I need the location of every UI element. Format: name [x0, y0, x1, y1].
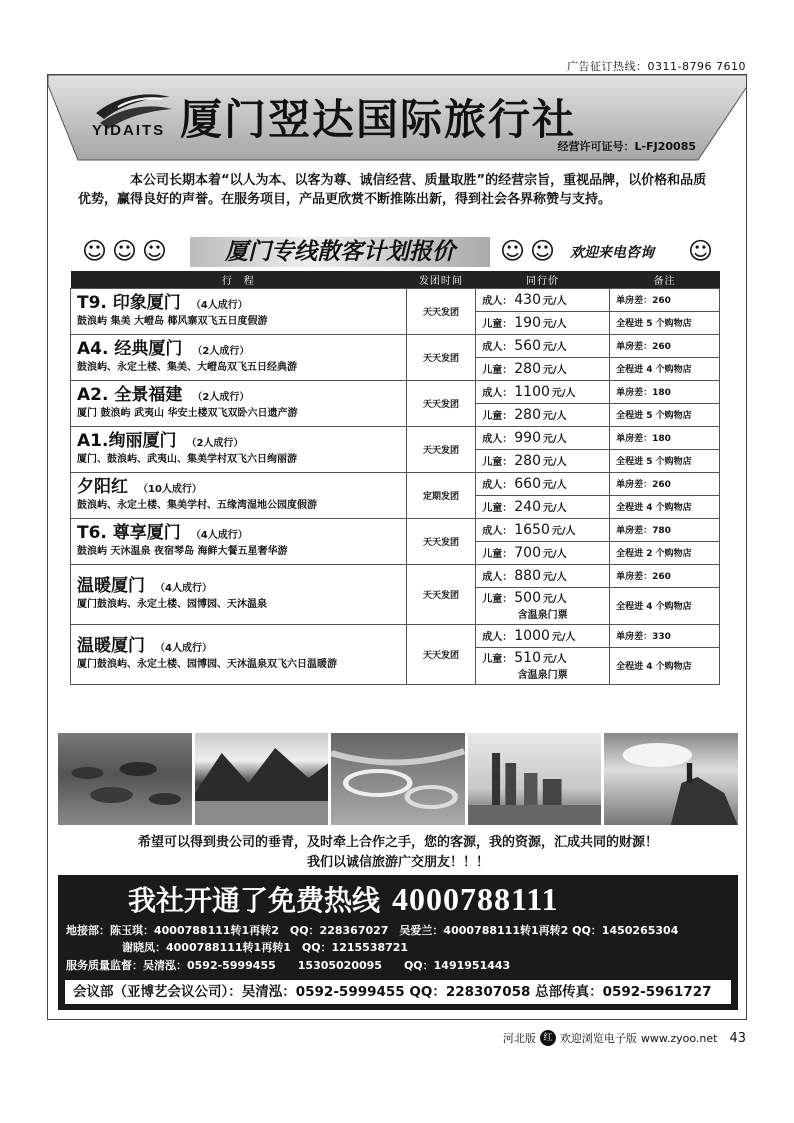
scenic-photo-tulou — [331, 733, 465, 825]
route-description: 厦门鼓浪屿、永定土楼、园博园、天沐温泉双飞六日温暖游 — [77, 659, 337, 670]
route-description: 鼓浪屿、永定土楼、集美、大嶝岛双飞五日经典游 — [77, 362, 297, 373]
table-row — [71, 380, 720, 403]
adult-price: 430 — [514, 291, 541, 308]
smiley-icon: ☺ — [142, 237, 168, 265]
shopping-note: 全程进 5 个购物店 — [610, 403, 720, 426]
child-price-cell — [476, 403, 610, 426]
adult-price-cell — [476, 380, 610, 403]
column-header: 备注 — [610, 271, 720, 288]
route-name: 温暖厦门 — [77, 576, 145, 596]
adult-unit: 元/人 — [551, 387, 576, 399]
departure-cell: 天天发团 — [406, 564, 476, 624]
adult-price-cell — [476, 624, 610, 647]
child-label: 儿童： — [482, 548, 513, 560]
child-price: 500 — [514, 590, 541, 606]
table-row — [71, 288, 720, 311]
adult-price: 660 — [514, 475, 541, 492]
route-description: 鼓浪屿 集美 大嶝岛 椰风寨双飞五日度假游 — [77, 316, 268, 327]
photo-strip — [58, 733, 738, 825]
route-cell — [71, 564, 407, 624]
route-cell — [71, 624, 407, 684]
plan-title: 厦门专线散客计划报价 — [190, 237, 490, 267]
price-table — [70, 271, 720, 685]
smiley-icon: ☺ — [112, 237, 138, 265]
route-cell — [71, 518, 407, 564]
child-price: 280 — [514, 452, 541, 469]
route-group-size: （4人成行） — [190, 300, 248, 311]
price-extra-note: 含温泉门票 — [517, 670, 568, 681]
child-label: 儿童： — [482, 654, 513, 665]
contact-line: 谢晓凤：4000788111转1再转1 QQ：1215538721 — [122, 941, 409, 954]
adult-price-cell — [476, 564, 610, 587]
adult-price-cell — [476, 472, 610, 495]
adult-price: 1100 — [514, 383, 550, 400]
single-room-surcharge: 单房差：260 — [610, 288, 720, 311]
adult-unit: 元/人 — [543, 571, 567, 583]
adult-unit: 元/人 — [551, 525, 576, 537]
child-label: 儿童： — [482, 594, 513, 605]
child-unit: 元/人 — [543, 410, 567, 422]
adult-unit: 元/人 — [543, 479, 567, 491]
column-header: 发团时间 — [406, 271, 476, 288]
departure-cell: 天天发团 — [406, 288, 476, 334]
page-number: 43 — [729, 1030, 746, 1046]
table-row — [71, 564, 720, 587]
scenic-photo-coast — [604, 733, 738, 825]
table-row — [71, 334, 720, 357]
child-price-cell — [476, 449, 610, 472]
departure-cell: 天天发团 — [406, 380, 476, 426]
adult-unit: 元/人 — [543, 295, 567, 307]
route-name: T6. 尊享厦门 — [77, 523, 181, 543]
child-price-cell — [476, 587, 610, 624]
route-description: 厦门 鼓浪屿 武夷山 华安土楼双飞双卧六日遗产游 — [77, 408, 298, 419]
company-name: 厦门翌达国际旅行社 — [180, 95, 577, 144]
route-group-size: （2人成行） — [192, 392, 250, 403]
smiley-icon: ☺ — [82, 237, 108, 265]
adult-label: 成人： — [482, 479, 513, 491]
adult-label: 成人： — [482, 631, 513, 643]
route-cell — [71, 380, 407, 426]
table-row — [71, 518, 720, 541]
departure-cell: 定期发团 — [406, 472, 476, 518]
edition-label: 河北版 — [502, 1032, 536, 1045]
adult-label: 成人： — [482, 387, 513, 399]
company-intro: 本公司长期本着“以人为本、以客为尊、诚信经营、质量取胜”的经营宗旨，重视品牌，以价格和品质优势，赢得良好的声誉。在服务项目，产品更欣赏不断推陈出新，得到社会各界称赞与支持。 — [78, 173, 707, 207]
route-cell — [71, 334, 407, 380]
adult-unit: 元/人 — [551, 631, 576, 643]
single-room-surcharge: 单房差：260 — [610, 334, 720, 357]
page-footer — [503, 1030, 746, 1046]
smiley-icon: ☺ — [688, 237, 714, 265]
footer-text: 欢迎浏览电子版 — [559, 1032, 637, 1045]
departure-cell: 天天发团 — [406, 334, 476, 380]
adult-price: 560 — [514, 337, 541, 354]
shopping-note: 全程进 4 个购物店 — [610, 647, 720, 684]
route-group-size: （4人成行） — [155, 643, 212, 654]
adult-unit: 元/人 — [543, 341, 567, 353]
table-header-row — [71, 271, 720, 288]
shopping-note: 全程进 2 个购物店 — [610, 541, 720, 564]
logo-text: YIDAITS — [92, 122, 166, 139]
child-unit: 元/人 — [543, 548, 567, 560]
route-description: 鼓浪屿 天沐温泉 夜宿琴岛 海鲜大餐五星奢华游 — [77, 546, 288, 557]
shopping-note: 全程进 5 个购物店 — [610, 311, 720, 334]
adult-price: 880 — [514, 567, 541, 584]
child-unit: 元/人 — [543, 594, 567, 605]
hotline-number: 4000788111 — [392, 881, 559, 917]
adult-price: 990 — [514, 429, 541, 446]
route-name: 夕阳红 — [77, 477, 128, 497]
adult-label: 成人： — [482, 295, 513, 307]
shopping-note: 全程进 4 个购物店 — [610, 357, 720, 380]
smiley-icon: ☺ — [530, 237, 556, 265]
child-unit: 元/人 — [543, 654, 567, 665]
slogan-line: 希望可以得到贵公司的垂青，及时牵上合作之手，您的客源，我的资源，汇成共同的财源！ — [137, 835, 658, 850]
route-name: 温暖厦门 — [77, 636, 145, 656]
scenic-photo-hot-springs — [58, 733, 192, 825]
table-row — [71, 472, 720, 495]
column-header: 行 程 — [71, 271, 407, 288]
single-room-surcharge: 单房差：260 — [610, 472, 720, 495]
child-price: 280 — [514, 406, 541, 423]
table-row — [71, 624, 720, 647]
header — [48, 75, 746, 163]
route-description: 厦门鼓浪屿、永定土楼、园博园、天沐温泉 — [77, 599, 267, 610]
shopping-note: 全程进 5 个购物店 — [610, 449, 720, 472]
license-number: 经营许可证号：L-FJ20085 — [557, 140, 696, 153]
route-name: A1.绚丽厦门 — [77, 431, 177, 451]
table-row — [71, 426, 720, 449]
adult-price-cell — [476, 426, 610, 449]
child-price: 190 — [514, 314, 541, 331]
departure-cell: 天天发团 — [406, 518, 476, 564]
contact-line: 服务质量监督：吴清泓：0592-5999455 15305020095 QQ：1491951443 — [66, 959, 511, 972]
child-unit: 元/人 — [543, 318, 567, 330]
child-price-cell — [476, 357, 610, 380]
shopping-note: 全程进 4 个购物店 — [610, 587, 720, 624]
ad-hotline: 广告征订热线：0311-8796 7610 — [567, 60, 746, 73]
child-price: 280 — [514, 360, 541, 377]
adult-label: 成人： — [482, 433, 513, 445]
adult-unit: 元/人 — [543, 433, 567, 445]
child-label: 儿童： — [482, 410, 513, 422]
smiley-icon: ☺ — [500, 237, 526, 265]
child-price-cell — [476, 541, 610, 564]
adult-price: 1650 — [514, 521, 550, 538]
route-description: 厦门、鼓浪屿、武夷山、集美学村双飞六日绚丽游 — [77, 454, 297, 465]
scenic-photo-mountain-river — [195, 733, 329, 825]
price-extra-note: 含温泉门票 — [517, 610, 568, 621]
route-description: 鼓浪屿、永定土楼、集美学村、五缘湾湿地公园度假游 — [77, 500, 317, 511]
adult-price-cell — [476, 518, 610, 541]
child-price-cell — [476, 311, 610, 334]
single-room-surcharge: 单房差：180 — [610, 380, 720, 403]
single-room-surcharge: 单房差：780 — [610, 518, 720, 541]
adult-label: 成人： — [482, 571, 513, 583]
child-price: 700 — [514, 544, 541, 561]
single-room-surcharge: 单房差：180 — [610, 426, 720, 449]
scenic-photo-city-skyline — [468, 733, 602, 825]
child-price: 240 — [514, 498, 541, 515]
hotline-label: 我社开通了免费热线 — [128, 884, 381, 917]
shopping-note: 全程进 4 个购物店 — [610, 495, 720, 518]
single-room-surcharge: 单房差：260 — [610, 564, 720, 587]
route-cell — [71, 426, 407, 472]
page-frame — [47, 74, 747, 1020]
child-price-cell — [476, 647, 610, 684]
route-group-size: （4人成行） — [155, 583, 212, 594]
route-group-size: （2人成行） — [186, 438, 244, 449]
route-cell — [71, 472, 407, 518]
child-label: 儿童： — [482, 456, 513, 468]
adult-price: 1000 — [514, 627, 550, 644]
child-price-cell — [476, 495, 610, 518]
child-label: 儿童： — [482, 502, 513, 514]
route-name: T9. 印象厦门 — [77, 293, 181, 313]
single-room-surcharge: 单房差：330 — [610, 624, 720, 647]
adult-label: 成人： — [482, 341, 513, 353]
departure-cell: 天天发团 — [406, 426, 476, 472]
route-cell — [71, 288, 407, 334]
route-name: A2. 全景福建 — [77, 385, 183, 405]
child-unit: 元/人 — [543, 456, 567, 468]
route-group-size: （2人成行） — [192, 346, 250, 357]
child-unit: 元/人 — [543, 364, 567, 376]
adult-price-cell — [476, 334, 610, 357]
meeting-department: 会议部（亚博艺会议公司）：吴清泓：0592-5999455 QQ：228307058 总部传真：0592-5961727 — [64, 979, 732, 1005]
child-label: 儿童： — [482, 318, 513, 330]
route-group-size: （10人成行） — [138, 484, 202, 495]
contact-line: 地接部：陈玉琪：4000788111转1再转2 QQ：228367027 吴爱兰：4000788111转1再转2 QQ：1450265304 — [66, 924, 679, 937]
edition-badge-icon: 红 — [540, 1030, 556, 1046]
welcome-text: 欢迎来电咨询 — [570, 245, 654, 261]
free-hotline — [128, 879, 558, 919]
slogan-line: 我们以诚信旅游广交朋友！！！ — [306, 855, 489, 870]
contact-block — [58, 875, 738, 1010]
route-list — [71, 288, 720, 684]
adult-price-cell — [476, 288, 610, 311]
child-price: 510 — [514, 650, 541, 666]
adult-label: 成人： — [482, 525, 513, 537]
departure-cell: 天天发团 — [406, 624, 476, 684]
route-name: A4. 经典厦门 — [77, 339, 183, 359]
plan-banner — [82, 237, 712, 267]
route-group-size: （4人成行） — [190, 530, 248, 541]
footer-url[interactable]: www.zyoo.net — [640, 1031, 718, 1045]
child-label: 儿童： — [482, 364, 513, 376]
column-header: 同行价 — [476, 271, 610, 288]
child-unit: 元/人 — [543, 502, 567, 514]
